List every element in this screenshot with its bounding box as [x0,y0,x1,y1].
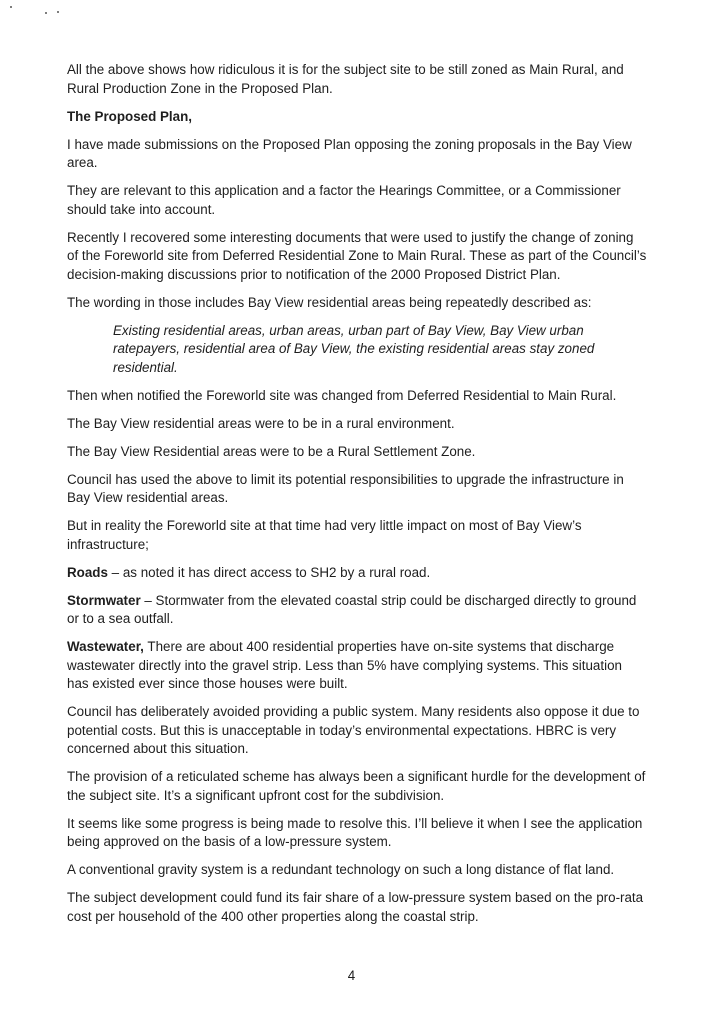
document-body [67,61,647,936]
paragraph: I have made submissions on the Proposed Plan opposing the zoning proposals in the Bay View area. [67,136,632,170]
paragraph: The Bay View residential areas were to be in a rural environment. [67,415,455,431]
paragraph: Council has deliberately avoided providing a public system. Many residents also oppose it due to potential costs. But this is unacceptable in today’s environmental expectations. HBRC is very concerned about this situation. [67,704,640,756]
page-number: 4 [347,968,356,983]
paragraph-text: There are about 400 residential properties have on-site systems that discharge wastewater directly into the gravel strip. Less than 5% have complying systems. This situation has existed ever since those houses were built. [67,639,622,691]
paragraph: The Bay View Residential areas were to be a Rural Settlement Zone. [67,443,476,459]
paragraph: Then when notified the Foreworld site was changed from Deferred Residential to Main Rural. [67,387,617,403]
paragraph-lead: Wastewater, [67,639,144,654]
paragraph-text: – Stormwater from the elevated coastal strip could be discharged directly to ground or to a sea outfall. [67,592,637,626]
paragraph: Council has used the above to limit its potential responsibilities to upgrade the infrastructure in Bay View residential areas. [67,471,624,505]
paragraph: It seems like some progress is being made to resolve this. I’ll believe it when I see the application being approved on the basis of a low-pressure system. [67,815,643,849]
paragraph: All the above shows how ridiculous it is for the subject site to be still zoned as Main Rural, and Rural Production Zone in the Proposed Plan. [67,62,624,96]
paragraph: The subject development could fund its fair share of a low-pressure system based on the pro-rata cost per household of the 400 other properties along the coastal strip. [67,890,644,924]
paragraph: A conventional gravity system is a redundant technology on such a long distance of flat land. [67,862,615,877]
paragraph-lead: Stormwater [67,592,141,608]
paragraph [67,592,647,629]
paragraph: But in reality the Foreworld site at that time had very little impact on most of Bay View’s infrastructure; [67,518,582,552]
paragraph: Recently I recovered some interesting documents that were used to justify the change of zoning of the Foreworld site from Deferred Residential Zone to Main Rural. These as part of the Council’s decision-making discussions prior to notification of the 2000 Proposed District Plan. [67,229,647,282]
paragraph-text: – as noted it has direct access to SH2 by a rural road. [107,564,431,580]
scan-speck [45,12,47,14]
paragraph [67,564,647,583]
paragraph-lead: Roads [67,564,108,580]
block-quote: Existing residential areas, urban areas, urban part of Bay View, Bay View urban ratepayers, residential area of Bay View, the existing residential areas stay zoned residential. [113,322,595,375]
scan-speck [57,11,59,13]
paragraph: They are relevant to this application and a factor the Hearings Committee, or a Commissioner should take into account. [67,183,621,217]
paragraph [67,638,647,694]
scan-speck [10,6,12,8]
paragraph: The provision of a reticulated scheme has always been a significant hurdle for the development of the subject site. It’s a significant upfront cost for the subdivision. [67,769,646,803]
section-heading: The Proposed Plan, [67,108,193,124]
paragraph: The wording in those includes Bay View residential areas being repeatedly described as: [67,294,592,310]
